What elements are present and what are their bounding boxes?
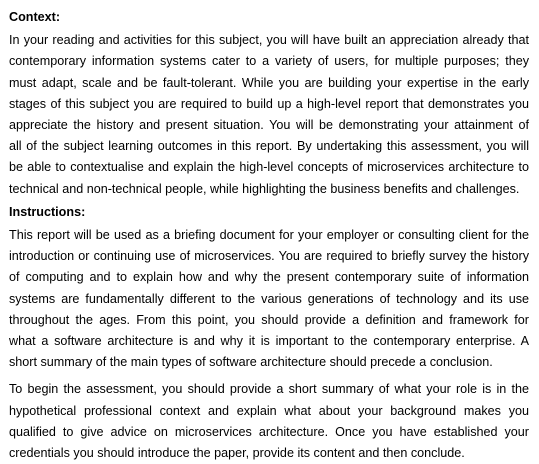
context-paragraph — [9, 30, 529, 200]
paragraph-line: be able to contextualise and explain the high-level concepts of microservices architecture to — [9, 160, 529, 175]
paragraph-line: appreciate the history and present situation. You will be demonstrating your attainment of — [9, 118, 529, 133]
paragraph-line: credentials you should introduce the paper, provide its content and then conclude. — [9, 446, 465, 461]
paragraph-line: introduction or continuing use of microservices. You are required to briefly survey the history — [9, 249, 529, 264]
paragraph-line: hypothetical professional context and explain what about your background makes you — [9, 403, 529, 418]
paragraph-line: This report will be used as a briefing document for your employer or consulting client for the — [9, 228, 529, 243]
instructions-paragraph-1 — [9, 225, 529, 373]
paragraph-line: qualified to give advice on microservices architecture. Once you have established your — [9, 424, 529, 439]
instructions-paragraph-2 — [9, 379, 529, 464]
paragraph-line: contemporary information systems cater to a variety of users, for multiple purposes; they — [9, 54, 529, 69]
paragraph-line: technical and non-technical people, while highlighting the business benefits and challenges. — [9, 181, 520, 196]
paragraph-line: systems are fundamentally different to the various generations of technology and its use — [9, 291, 529, 306]
paragraph-line: short summary of the main types of software architecture should precede a conclusion. — [9, 355, 493, 370]
paragraph-line: In your reading and activities for this subject, you will have built an appreciation already that — [9, 33, 529, 48]
paragraph-line: all of the subject learning outcomes in this report. By undertaking this assessment, you will — [9, 139, 529, 154]
document-body — [9, 7, 529, 464]
paragraph-line: what a software architecture is and why it is important to the contemporary enterprise. A — [9, 334, 529, 349]
paragraph-line: must adapt, scale and be fault-tolerant. While you are building your expertise in the early — [9, 75, 529, 90]
paragraph-line: throughout the ages. From this point, you should provide a definition and framework for — [9, 312, 529, 327]
paragraph-line: of computing and to explain how and why the present contemporary suite of information — [9, 270, 529, 285]
paragraph-line: stages of this subject you are required to build up a high-level report that demonstrates you — [9, 96, 529, 111]
paragraph-line: To begin the assessment, you should provide a short summary of what your role is in the — [9, 382, 529, 397]
section-heading-context: Context: — [9, 10, 61, 24]
section-heading-instructions: Instructions: — [9, 204, 86, 219]
